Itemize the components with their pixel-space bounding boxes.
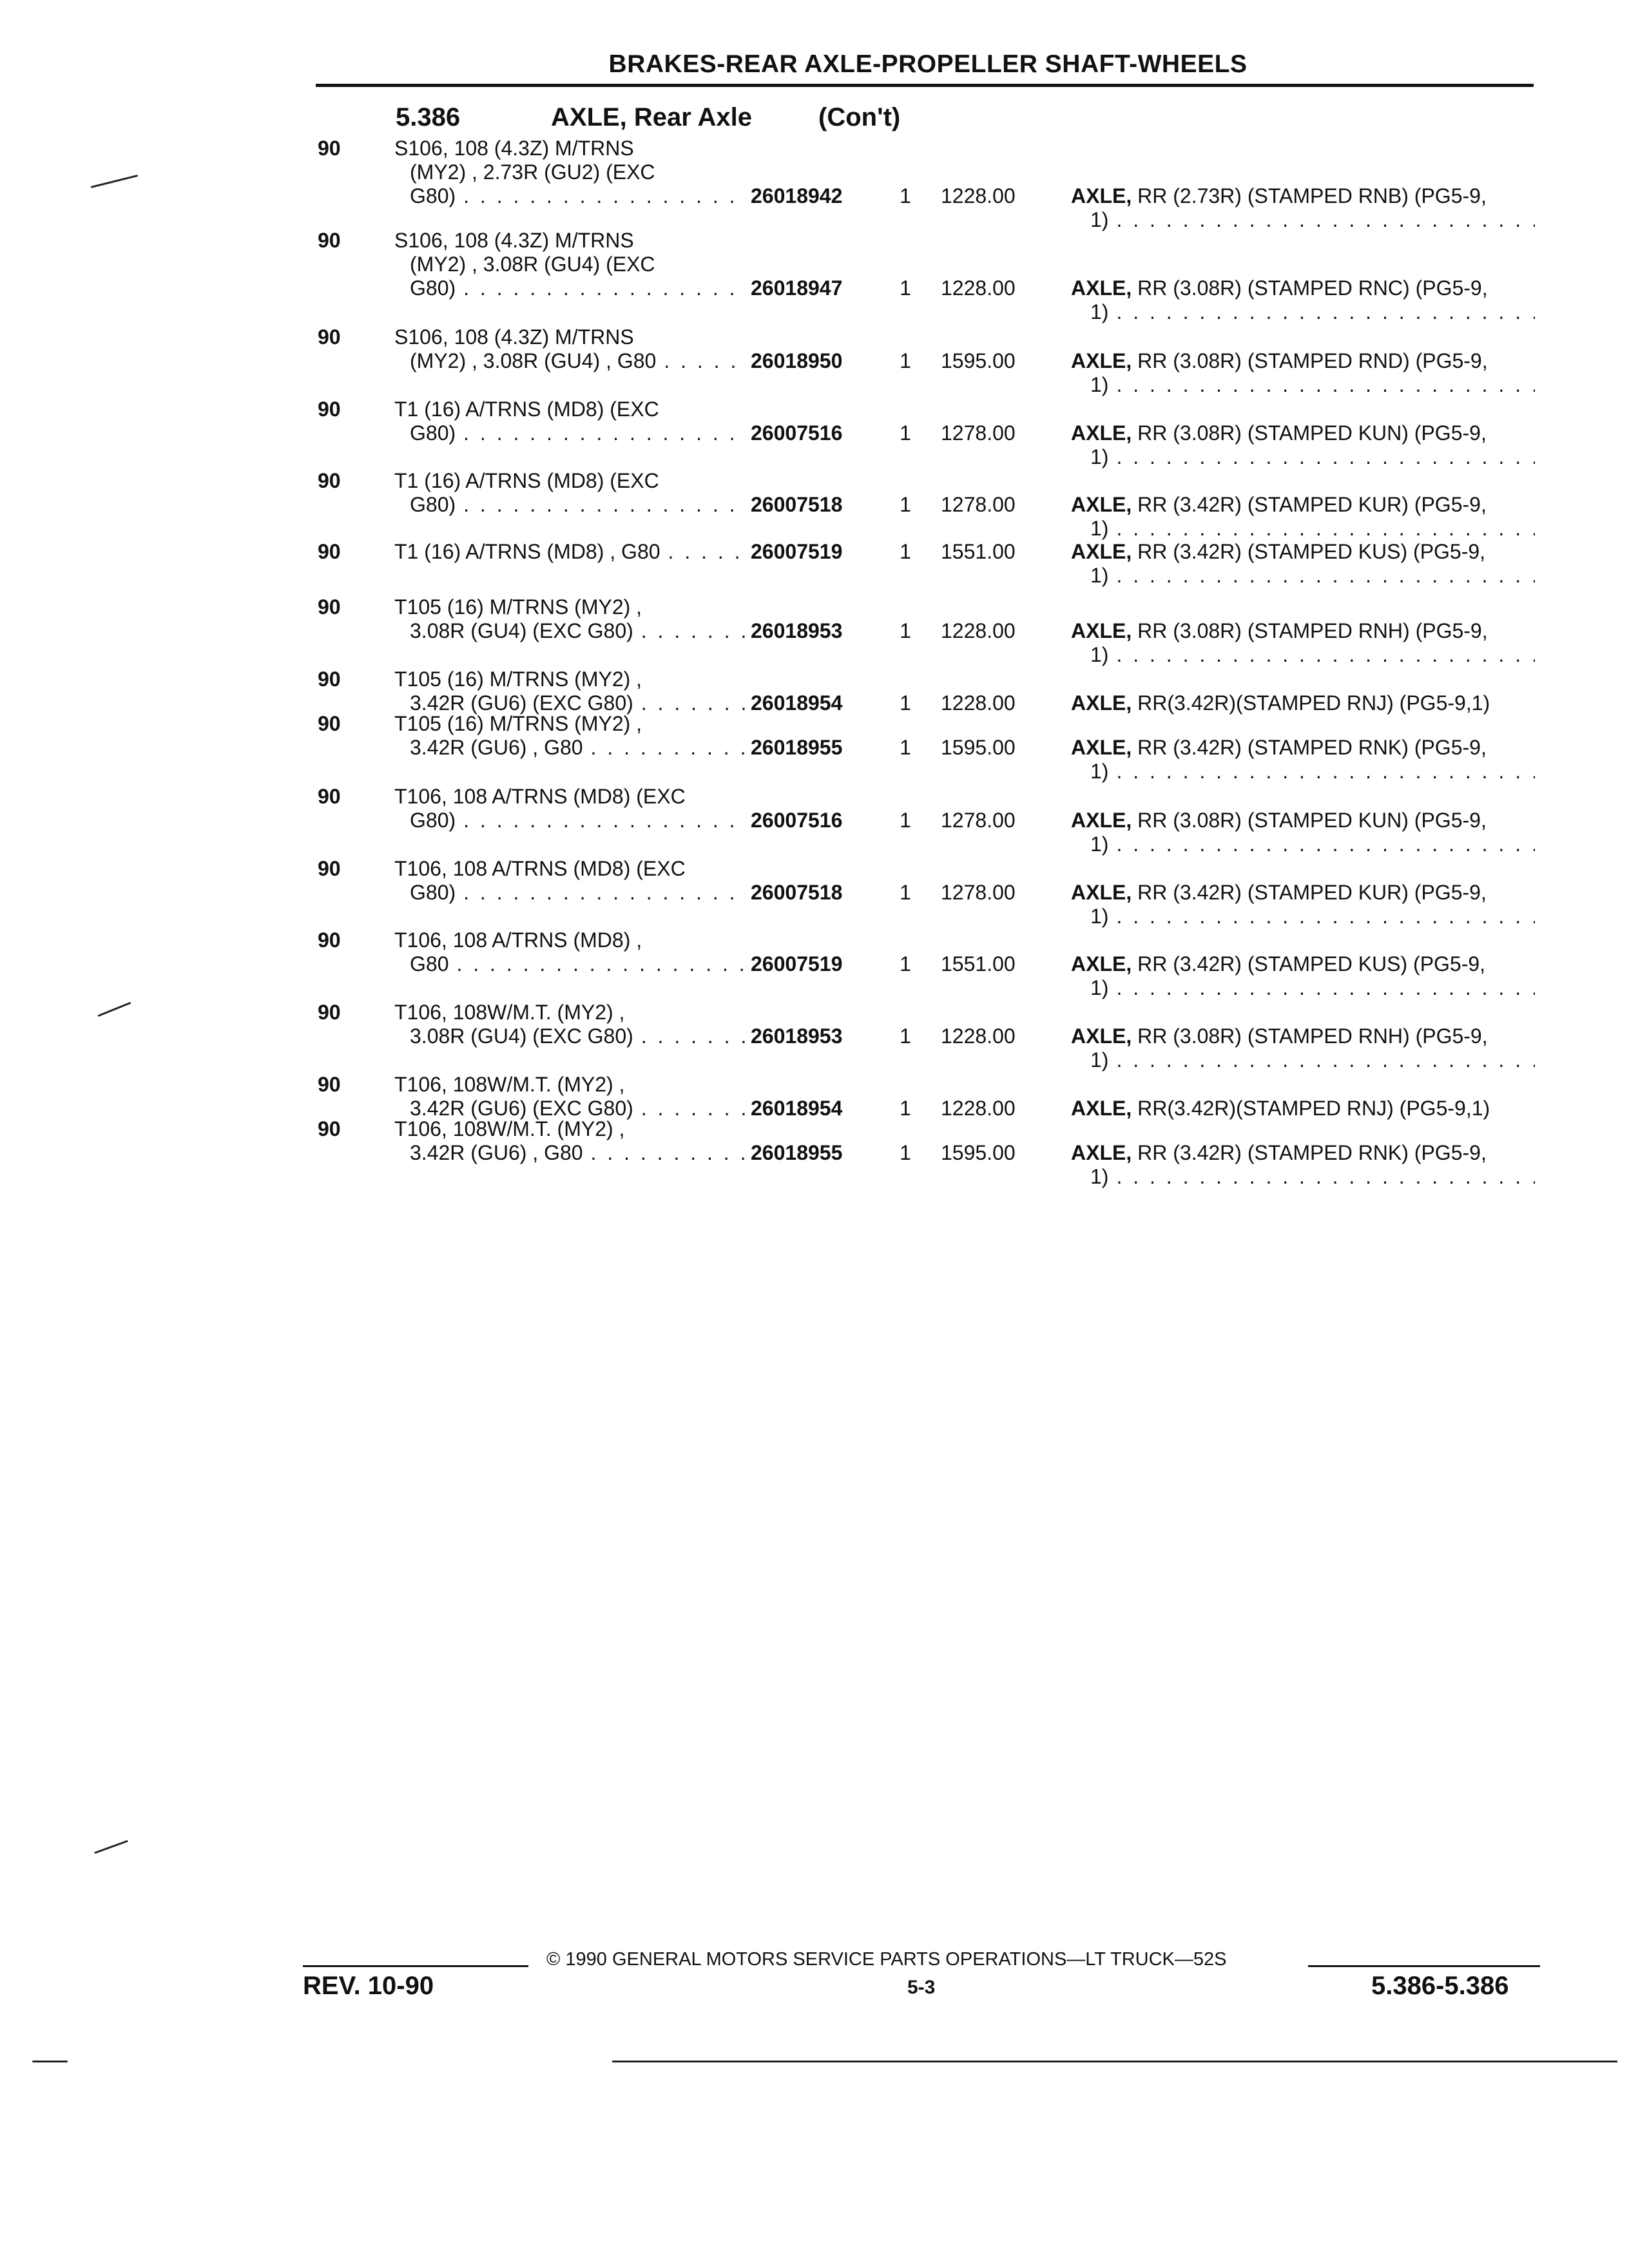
leader-dots [456, 809, 746, 832]
part-name-continuation: 1) [1090, 445, 1109, 468]
price: 1228.00 [941, 184, 1016, 207]
part-number: 26018953 [751, 619, 843, 642]
part-number: 26018955 [751, 1141, 843, 1164]
quantity: 1 [900, 691, 911, 715]
price: 1595.00 [941, 349, 1016, 372]
row-description [394, 469, 746, 517]
leader-dots [456, 184, 746, 208]
row-description [394, 137, 746, 208]
leader-dots [583, 1141, 746, 1165]
part-name-keyword: AXLE, [1071, 809, 1132, 832]
leader-dots [1108, 1048, 1535, 1072]
leader-dots [660, 540, 746, 564]
price: 1228.00 [941, 1024, 1016, 1048]
part-name [1071, 1024, 1535, 1072]
price: 1551.00 [941, 952, 1016, 975]
part-name-continuation: 1) [1090, 208, 1109, 231]
part-name [1071, 493, 1535, 541]
leader-dots [456, 493, 746, 517]
leader-dots [1108, 373, 1535, 397]
leader-dots [448, 952, 746, 976]
description-line: T106, 108 A/TRNS (MD8) , [394, 928, 642, 952]
description-line: S106, 108 (4.3Z) M/TRNS [394, 137, 634, 160]
part-name-continuation: 1) [1090, 760, 1109, 783]
part-name-keyword: AXLE, [1071, 952, 1132, 975]
description-line: 3.42R (GU6) (EXC G80) [410, 691, 633, 715]
description-line: G80) [410, 421, 456, 445]
part-name [1071, 809, 1535, 856]
quantity: 1 [900, 276, 911, 300]
description-line: (MY2) , 3.08R (GU4) (EXC [410, 253, 655, 276]
part-name-continuation: 1) [1090, 564, 1109, 587]
scan-mark [97, 1002, 131, 1017]
part-name-text: RR (3.42R) (STAMPED KUS) (PG5-9, [1137, 952, 1486, 975]
description-line: T1 (16) A/TRNS (MD8) (EXC [394, 398, 659, 421]
row-description [394, 1001, 746, 1048]
price: 1595.00 [941, 736, 1016, 759]
description-line: T106, 108 A/TRNS (MD8) (EXC [394, 785, 686, 808]
description-line: T106, 108 A/TRNS (MD8) (EXC [394, 857, 686, 880]
quantity: 1 [900, 1141, 911, 1164]
quantity: 1 [900, 881, 911, 904]
part-name-text: RR(3.42R)(STAMPED RNJ) (PG5-9,1) [1137, 691, 1490, 715]
description-line: T105 (16) M/TRNS (MY2) , [394, 712, 642, 735]
part-name [1071, 276, 1535, 324]
price: 1278.00 [941, 881, 1016, 904]
description-line: 3.42R (GU6) (EXC G80) [410, 1097, 633, 1120]
part-number: 26007516 [751, 809, 843, 832]
row-code: 90 [318, 928, 341, 952]
part-name-keyword: AXLE, [1071, 421, 1132, 445]
footer-copyright: © 1990 GENERAL MOTORS SERVICE PARTS OPERATIONS—LT TRUCK—52S [546, 1949, 1227, 1970]
quantity: 1 [900, 809, 911, 832]
description-line: S106, 108 (4.3Z) M/TRNS [394, 325, 634, 349]
leader-dots [1108, 832, 1535, 856]
description-line: G80) [410, 881, 456, 904]
leader-dots [456, 276, 746, 300]
price: 1228.00 [941, 619, 1016, 642]
description-line: T1 (16) A/TRNS (MD8) , G80 [394, 540, 660, 563]
price: 1551.00 [941, 540, 1016, 563]
part-name-continuation: 1) [1090, 373, 1109, 396]
part-name-continuation: 1) [1090, 517, 1109, 540]
leader-dots [456, 881, 746, 905]
row-code: 90 [318, 325, 341, 349]
part-name-keyword: AXLE, [1071, 881, 1132, 904]
part-name-keyword: AXLE, [1071, 184, 1132, 207]
row-code: 90 [318, 1073, 341, 1096]
scan-mark [32, 2061, 68, 2062]
part-name-text: RR (3.42R) (STAMPED KUR) (PG5-9, [1137, 493, 1487, 516]
row-code: 90 [318, 540, 341, 563]
row-description [394, 857, 746, 905]
leader-dots [456, 421, 746, 445]
price: 1278.00 [941, 421, 1016, 445]
part-name-keyword: AXLE, [1071, 1141, 1132, 1164]
part-number: 26007516 [751, 421, 843, 445]
part-name-text: RR (3.42R) (STAMPED RNK) (PG5-9, [1137, 1141, 1487, 1164]
leader-dots [1108, 517, 1535, 541]
row-code: 90 [318, 229, 341, 252]
part-number: 26018947 [751, 276, 843, 300]
scan-mark [94, 1840, 128, 1854]
quantity: 1 [900, 493, 911, 516]
leader-dots [1108, 905, 1535, 928]
description-line: G80) [410, 184, 456, 207]
page-header-title: BRAKES-REAR AXLE-PROPELLER SHAFT-WHEELS [608, 50, 1248, 78]
quantity: 1 [900, 184, 911, 207]
part-name [1071, 952, 1535, 1000]
description-line: G80 [410, 952, 449, 975]
part-name-continuation: 1) [1090, 643, 1109, 666]
row-code: 90 [318, 398, 341, 421]
part-name-keyword: AXLE, [1071, 736, 1132, 759]
footer-rule-right [1308, 1965, 1540, 1967]
part-name-keyword: AXLE, [1071, 619, 1132, 642]
row-description [394, 1117, 746, 1165]
quantity: 1 [900, 1024, 911, 1048]
row-description [394, 785, 746, 832]
part-name-keyword: AXLE, [1071, 493, 1132, 516]
description-line: G80) [410, 493, 456, 516]
part-name-continuation: 1) [1090, 300, 1109, 323]
description-line: T1 (16) A/TRNS (MD8) (EXC [394, 469, 659, 492]
part-name-text: RR (3.42R) (STAMPED KUS) (PG5-9, [1137, 540, 1486, 563]
row-code: 90 [318, 857, 341, 880]
footer-page-number: 5-3 [907, 1977, 936, 1998]
leader-dots [1108, 445, 1535, 469]
row-code: 90 [318, 785, 341, 808]
quantity: 1 [900, 736, 911, 759]
part-number: 26018953 [751, 1024, 843, 1048]
scan-mark [91, 175, 138, 188]
price: 1595.00 [941, 1141, 1016, 1164]
page-bottom-rule [612, 2061, 1617, 2062]
row-code: 90 [318, 137, 341, 160]
description-line: T106, 108W/M.T. (MY2) , [394, 1117, 625, 1140]
description-line: 3.08R (GU4) (EXC G80) [410, 619, 633, 642]
description-line: T105 (16) M/TRNS (MY2) , [394, 595, 642, 619]
row-description [394, 668, 746, 715]
quantity: 1 [900, 421, 911, 445]
part-name-keyword: AXLE, [1071, 1097, 1132, 1120]
price: 1278.00 [941, 493, 1016, 516]
part-number: 26018942 [751, 184, 843, 207]
part-name-continuation: 1) [1090, 905, 1109, 928]
row-description [394, 928, 746, 976]
row-description [394, 712, 746, 760]
part-name-text: RR (3.08R) (STAMPED RND) (PG5-9, [1137, 349, 1488, 372]
part-name-text: RR (3.08R) (STAMPED RNH) (PG5-9, [1137, 1024, 1488, 1048]
part-number: 26018955 [751, 736, 843, 759]
part-number: 26007519 [751, 540, 843, 563]
part-name [1071, 691, 1535, 715]
part-number: 26007518 [751, 881, 843, 904]
row-description [394, 1073, 746, 1120]
price: 1228.00 [941, 276, 1016, 300]
row-description [394, 398, 746, 445]
part-name [1071, 349, 1535, 397]
description-line: G80) [410, 809, 456, 832]
quantity: 1 [900, 540, 911, 563]
description-line: T106, 108W/M.T. (MY2) , [394, 1001, 625, 1024]
description-line: T106, 108W/M.T. (MY2) , [394, 1073, 625, 1096]
leader-dots [656, 349, 746, 373]
section-title: AXLE, Rear Axle [551, 103, 752, 131]
leader-dots [1108, 643, 1535, 667]
part-name-keyword: AXLE, [1071, 1024, 1132, 1048]
price: 1228.00 [941, 1097, 1016, 1120]
leader-dots [1108, 1165, 1535, 1189]
part-name-text: RR (3.08R) (STAMPED KUN) (PG5-9, [1137, 809, 1487, 832]
part-number: 26018954 [751, 691, 843, 715]
description-line: (MY2) , 2.73R (GU2) (EXC [410, 160, 655, 184]
description-line: G80) [410, 276, 456, 300]
description-line: S106, 108 (4.3Z) M/TRNS [394, 229, 634, 252]
part-name-continuation: 1) [1090, 1165, 1109, 1188]
part-number: 26018950 [751, 349, 843, 372]
row-description [394, 595, 746, 643]
part-name-text: RR (2.73R) (STAMPED RNB) (PG5-9, [1137, 184, 1487, 207]
description-line: 3.42R (GU6) , G80 [410, 736, 583, 759]
part-number: 26007518 [751, 493, 843, 516]
footer-rule-left [303, 1965, 528, 1967]
part-name-keyword: AXLE, [1071, 276, 1132, 300]
part-name-keyword: AXLE, [1071, 540, 1132, 563]
row-code: 90 [318, 712, 341, 735]
price: 1278.00 [941, 809, 1016, 832]
quantity: 1 [900, 349, 911, 372]
leader-dots [1108, 208, 1535, 232]
part-number: 26018954 [751, 1097, 843, 1120]
part-name-continuation: 1) [1090, 976, 1109, 999]
description-line: (MY2) , 3.08R (GU4) , G80 [410, 349, 657, 372]
description-line: 3.08R (GU4) (EXC G80) [410, 1024, 633, 1048]
part-name [1071, 1141, 1535, 1189]
part-name [1071, 421, 1535, 469]
row-description [394, 229, 746, 300]
part-name-continuation: 1) [1090, 1048, 1109, 1072]
row-code: 90 [318, 668, 341, 691]
section-number: 5.386 [396, 103, 461, 131]
price: 1228.00 [941, 691, 1016, 715]
part-number: 26007519 [751, 952, 843, 975]
quantity: 1 [900, 619, 911, 642]
part-name-text: RR (3.08R) (STAMPED RNC) (PG5-9, [1137, 276, 1488, 300]
leader-dots [1108, 564, 1535, 588]
row-code: 90 [318, 595, 341, 619]
row-code: 90 [318, 1001, 341, 1024]
footer-revision: REV. 10-90 [303, 1972, 434, 2000]
description-line: T105 (16) M/TRNS (MY2) , [394, 668, 642, 691]
part-name-text: RR (3.08R) (STAMPED RNH) (PG5-9, [1137, 619, 1488, 642]
part-name-text: RR (3.42R) (STAMPED RNK) (PG5-9, [1137, 736, 1487, 759]
part-name [1071, 736, 1535, 783]
leader-dots [1108, 760, 1535, 783]
part-name [1071, 540, 1535, 588]
part-name-continuation: 1) [1090, 832, 1109, 856]
part-name-keyword: AXLE, [1071, 349, 1132, 372]
part-name-text: RR (3.42R) (STAMPED KUR) (PG5-9, [1137, 881, 1487, 904]
part-name-keyword: AXLE, [1071, 691, 1132, 715]
leader-dots [1108, 300, 1535, 324]
row-code: 90 [318, 1117, 341, 1140]
quantity: 1 [900, 952, 911, 975]
row-description [394, 540, 746, 564]
section-continued: (Con't) [818, 103, 901, 131]
leader-dots [583, 736, 746, 760]
leader-dots [633, 619, 746, 643]
footer-section-range: 5.386-5.386 [1371, 1972, 1509, 2000]
leader-dots [633, 1024, 746, 1048]
description-line: 3.42R (GU6) , G80 [410, 1141, 583, 1164]
part-name [1071, 619, 1535, 667]
part-name-text: RR (3.08R) (STAMPED KUN) (PG5-9, [1137, 421, 1487, 445]
header-rule [316, 84, 1534, 87]
part-name [1071, 184, 1535, 232]
part-name-text: RR(3.42R)(STAMPED RNJ) (PG5-9,1) [1137, 1097, 1490, 1120]
leader-dots [1108, 976, 1535, 1000]
row-description [394, 325, 746, 373]
row-code: 90 [318, 469, 341, 492]
quantity: 1 [900, 1097, 911, 1120]
part-name [1071, 881, 1535, 928]
part-name [1071, 1097, 1535, 1120]
